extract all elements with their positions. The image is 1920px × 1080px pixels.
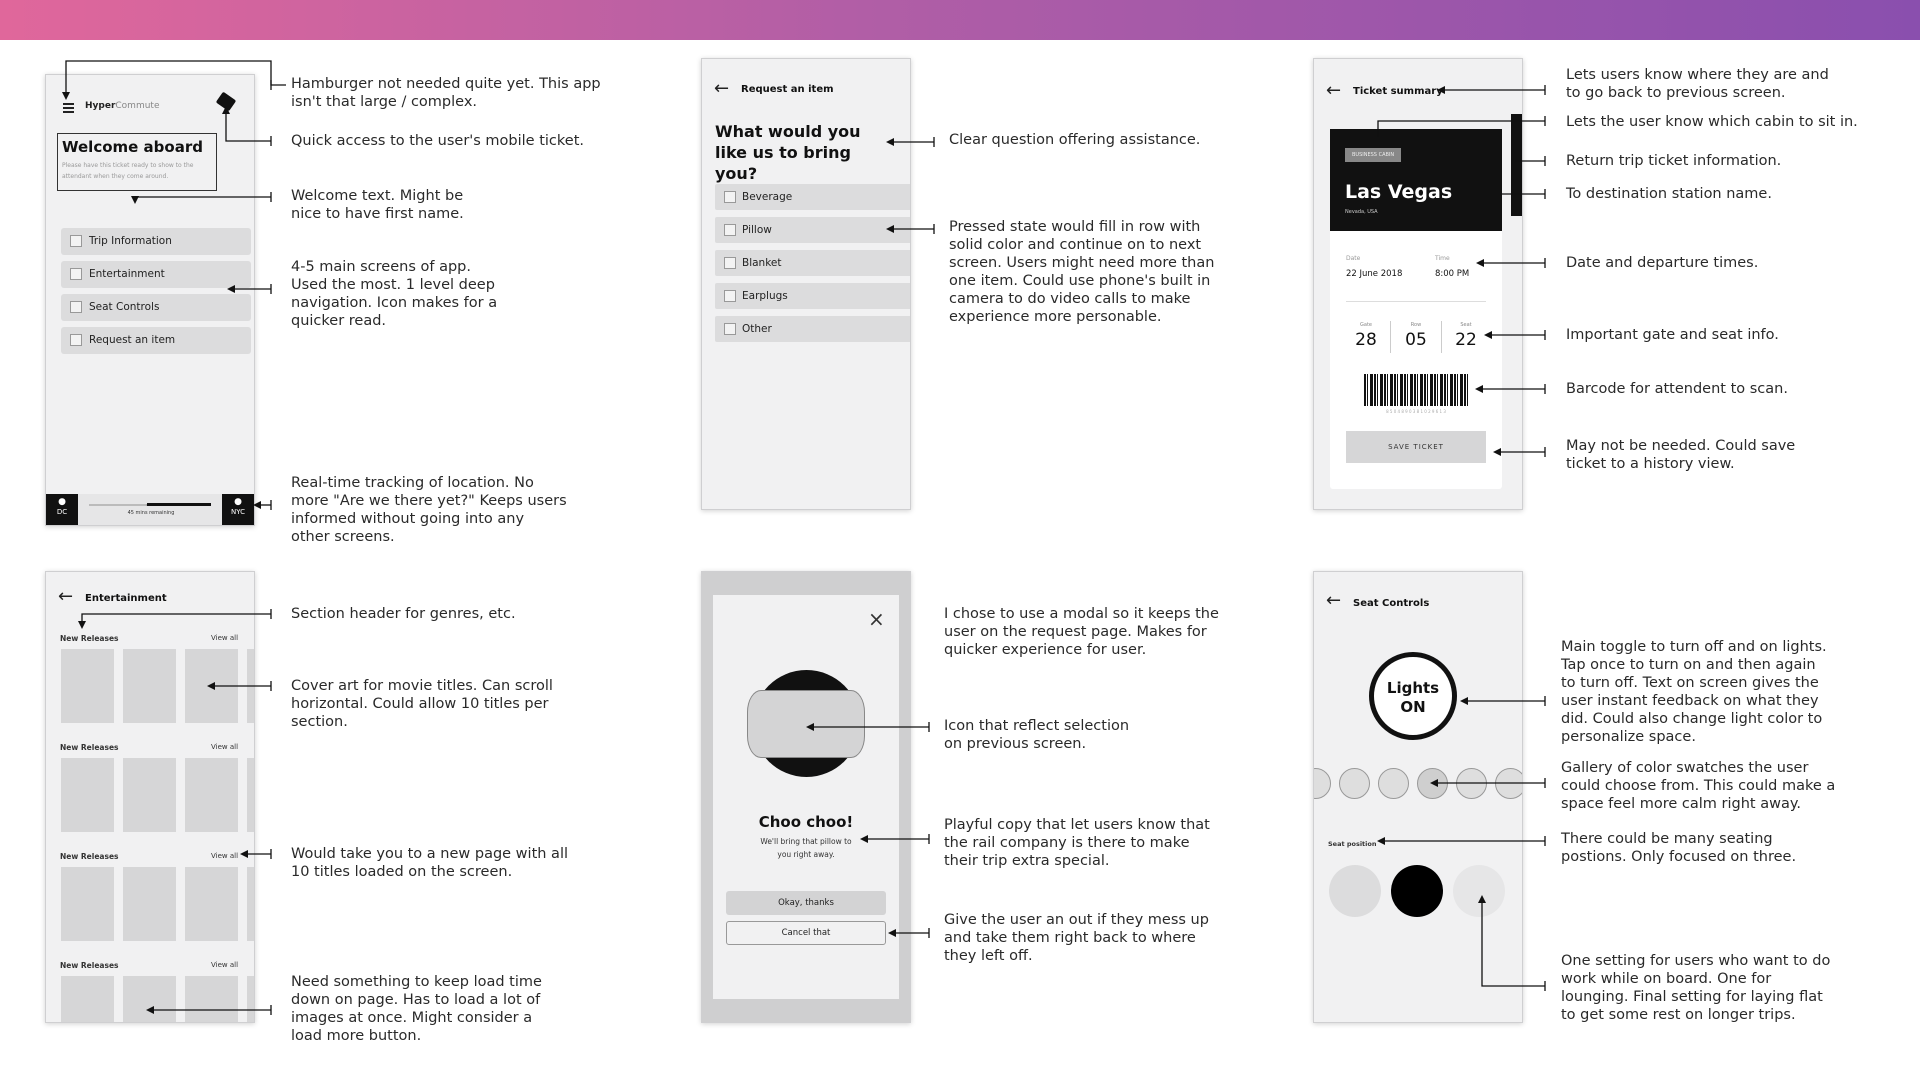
destination-station	[222, 494, 254, 525]
cancel-button[interactable]: Cancel that	[726, 921, 886, 945]
ticket-icon[interactable]	[216, 92, 237, 112]
cover-art[interactable]	[61, 867, 114, 941]
origin-label: DC	[56, 508, 68, 516]
cover-art[interactable]	[185, 649, 238, 723]
welcome-title: Welcome aboard	[62, 138, 203, 156]
pillow-shape	[747, 690, 865, 758]
checkbox-icon	[724, 323, 736, 335]
barcode	[1364, 374, 1468, 406]
request-header: Request an item	[741, 84, 834, 95]
divider	[1346, 301, 1486, 302]
modal-title: Choo choo!	[758, 813, 854, 831]
menu-item-label: Request an item	[89, 334, 176, 346]
date-label: Date	[1346, 255, 1361, 262]
annotation-cover-art: Cover art for movie titles. Can scroll horizontal. Could allow 10 titles per section.	[291, 678, 553, 730]
entertainment-header: Entertainment	[85, 593, 167, 604]
logo-bold: Hyper	[85, 101, 116, 111]
progress-remaining	[147, 503, 211, 506]
lights-toggle[interactable]	[1369, 652, 1457, 740]
view-all-link[interactable]: View all	[211, 852, 239, 860]
annotation-seating: There could be many seating postions. Only focused on three.	[1561, 831, 1797, 865]
seat-position-lounge[interactable]	[1391, 865, 1443, 917]
color-swatch[interactable]	[1456, 768, 1487, 799]
destination-label: NYC	[230, 508, 246, 516]
location-tracker	[46, 494, 254, 525]
back-arrow-icon[interactable]: ←	[1326, 590, 1342, 611]
cover-art[interactable]	[185, 976, 238, 1023]
seat-value: 22	[1455, 330, 1477, 350]
gate-label: Gate	[1360, 322, 1372, 328]
request-item-other[interactable]	[715, 316, 911, 342]
annotation-swatches: Gallery of color swatches the user could choose from. This could make a space feel more calm right away.	[1561, 760, 1836, 812]
welcome-box	[57, 133, 217, 191]
request-item-label: Blanket	[742, 257, 782, 269]
seat-label: Seat	[1460, 322, 1472, 328]
cover-art[interactable]	[123, 649, 176, 723]
confirmation-modal	[713, 595, 899, 999]
time-value: 8:00 PM	[1435, 269, 1470, 279]
progress-fill	[89, 504, 146, 506]
checkbox-icon	[70, 268, 82, 280]
modal-message: We'll bring that pillow to you right away.	[760, 837, 852, 859]
row-label: Row	[1410, 322, 1422, 328]
request-item-blanket[interactable]	[715, 250, 911, 276]
home-screen	[45, 74, 255, 526]
section-title: New Releases	[60, 743, 119, 752]
checkbox-icon	[724, 257, 736, 269]
annotation-destination: To destination station name.	[1566, 186, 1772, 202]
request-screen	[701, 58, 911, 510]
ticket-header: Ticket summary	[1353, 86, 1443, 97]
row-info	[1396, 322, 1436, 350]
stat-divider	[1441, 321, 1442, 353]
annotation-cancel: Give the user an out if they mess up and take them right back to where they left off.	[944, 912, 1209, 964]
destination-city: Las Vegas	[1345, 181, 1453, 203]
seat-controls-screen	[1313, 571, 1523, 1023]
checkbox-icon	[724, 224, 736, 236]
annotation-return: Return trip ticket information.	[1566, 153, 1782, 169]
color-swatch[interactable]	[1378, 768, 1409, 799]
request-item-earplugs[interactable]	[715, 283, 911, 309]
annotation-date-time: Date and departure times.	[1566, 255, 1759, 271]
welcome-subtitle: Please have this ticket ready to show to the attendant when they come around.	[62, 162, 194, 180]
cover-art[interactable]	[185, 758, 238, 832]
annotation-ticket-access: Quick access to the user's mobile ticket.	[291, 133, 584, 149]
request-item-label: Earplugs	[742, 290, 788, 302]
location-pin-icon: ●	[234, 497, 242, 507]
remaining-time: 45 mins remaining	[127, 510, 175, 516]
cover-art[interactable]	[185, 867, 238, 941]
annotation-section-header: Section header for genres, etc.	[291, 606, 516, 622]
row-value: 05	[1405, 330, 1427, 350]
color-swatch[interactable]	[1339, 768, 1370, 799]
annotation-icon: Icon that reflect selection on previous screen.	[944, 718, 1130, 752]
menu-item-seat-controls[interactable]	[61, 294, 251, 321]
request-item-label: Beverage	[742, 191, 793, 203]
color-swatch[interactable]	[1313, 768, 1331, 799]
seat-position-label: Seat position	[1328, 840, 1377, 848]
return-ticket-peek	[1511, 114, 1522, 216]
entertainment-screen	[45, 571, 255, 1023]
destination-state: Nevada, USA	[1345, 209, 1378, 215]
annotation-seat-settings: One setting for users who want to do work while on board. One for lounging. Final setting for laying flat to get some rest on longer trips.	[1561, 953, 1831, 1023]
color-swatch[interactable]	[1495, 768, 1523, 799]
seat-controls-header: Seat Controls	[1353, 598, 1430, 609]
menu-item-request-an-item[interactable]	[61, 327, 251, 354]
cover-art[interactable]	[123, 758, 176, 832]
logo-light: Commute	[115, 101, 160, 111]
cover-art[interactable]	[61, 649, 114, 723]
annotation-question: Clear question offering assistance.	[949, 132, 1201, 148]
menu-item-label: Seat Controls	[89, 301, 160, 313]
lights-label: Lights	[1386, 679, 1440, 697]
cover-art[interactable]	[247, 867, 255, 941]
menu-item-label: Entertainment	[89, 268, 165, 280]
location-pin-icon: ●	[58, 497, 66, 507]
app-logo	[85, 101, 160, 111]
cover-art[interactable]	[61, 976, 114, 1023]
header-gradient-bar	[0, 0, 1920, 40]
annotation-welcome: Welcome text. Might be nice to have first name.	[291, 188, 464, 222]
request-item-label: Other	[742, 323, 772, 335]
save-ticket-button[interactable]: SAVE TICKET	[1346, 431, 1486, 463]
gate-value: 28	[1355, 330, 1377, 350]
checkbox-icon	[70, 235, 82, 247]
cover-art[interactable]	[61, 758, 114, 832]
section-title: New Releases	[60, 634, 119, 643]
view-all-link[interactable]: View all	[211, 743, 239, 751]
progress-track	[89, 504, 211, 506]
origin-station	[46, 494, 78, 525]
stat-divider	[1390, 321, 1391, 353]
annotation-barcode: Barcode for attendent to scan.	[1566, 381, 1788, 397]
color-swatch-selected[interactable]	[1417, 768, 1448, 799]
time-label: Time	[1435, 255, 1450, 262]
back-arrow-icon[interactable]: ←	[714, 78, 730, 99]
section-title: New Releases	[60, 961, 119, 970]
hamburger-menu-icon[interactable]	[63, 103, 74, 113]
request-item-beverage[interactable]	[715, 184, 911, 210]
request-item-pillow[interactable]	[715, 217, 911, 243]
cover-art[interactable]	[247, 758, 255, 832]
annotation-modal: I chose to use a modal so it keeps the user on the request page. Makes for quicker experience for user.	[944, 606, 1219, 658]
modal-screen	[701, 571, 911, 1023]
barcode-number: 8 5 0 4 8 9 0 3 8 1 0 2 9 6 1 3	[1386, 409, 1446, 414]
annotation-cabin: Lets the user know which cabin to sit in.	[1566, 114, 1858, 130]
ticket-screen	[1313, 58, 1523, 510]
menu-item-trip-information[interactable]	[61, 228, 251, 255]
annotation-hamburger: Hamburger not needed quite yet. This app isn't that large / complex.	[291, 76, 601, 110]
section-title: New Releases	[60, 852, 119, 861]
cover-art[interactable]	[247, 976, 255, 1023]
pillow-icon	[753, 670, 860, 777]
date-value: 22 June 2018	[1346, 269, 1403, 279]
checkbox-icon	[70, 301, 82, 313]
okay-thanks-button[interactable]: Okay, thanks	[726, 891, 886, 915]
request-question: What would you like us to bring you?	[715, 122, 861, 183]
annotation-gate-seat: Important gate and seat info.	[1566, 327, 1779, 343]
request-item-label: Pillow	[742, 224, 772, 236]
seat-position-flat[interactable]	[1453, 865, 1505, 917]
cover-art[interactable]	[247, 649, 255, 723]
back-arrow-icon[interactable]: ←	[1326, 80, 1342, 101]
annotation-load-time: Need something to keep load time down on page. Has to load a lot of images at once. Might consider a load more button.	[291, 974, 542, 1044]
annotation-save: May not be needed. Could save ticket to a history view.	[1566, 438, 1796, 472]
close-icon[interactable]: ×	[868, 607, 885, 631]
annotation-pressed-state: Pressed state would fill in row with solid color and continue on to next screen. Users might need more than one item. Could use phone's built in camera to do video calls to make experience more personable.	[949, 219, 1215, 325]
annotation-back: Lets users know where they are and to go back to previous screen.	[1566, 67, 1829, 101]
view-all-link[interactable]: View all	[211, 961, 239, 969]
annotation-playful-copy: Playful copy that let users know that the rail company is there to make their trip extra special.	[944, 817, 1210, 869]
back-arrow-icon[interactable]: ←	[58, 586, 74, 607]
annotation-lights: Main toggle to turn off and on lights. Tap once to turn on and then again to turn off. Text on screen gives the user instant feedback on what they did. Could also change light color to personalize space.	[1561, 639, 1827, 745]
seat-info	[1446, 322, 1486, 350]
menu-item-entertainment[interactable]	[61, 261, 251, 288]
annotation-tracking: Real-time tracking of location. No more "Are we there yet?" Keeps users informed without going into any other screens.	[291, 475, 567, 545]
view-all-link[interactable]: View all	[211, 634, 239, 642]
checkbox-icon	[724, 290, 736, 302]
checkbox-icon	[724, 191, 736, 203]
destination-banner	[1330, 129, 1502, 231]
seat-position-work[interactable]	[1329, 865, 1381, 917]
annotation-main-screens: 4-5 main screens of app. Used the most. 1 level deep navigation. Icon makes for a quicker read.	[291, 259, 498, 329]
annotation-view-all: Would take you to a new page with all 10 titles loaded on the screen.	[291, 846, 569, 880]
gate-info	[1346, 322, 1386, 350]
cover-art[interactable]	[123, 976, 176, 1023]
checkbox-icon	[70, 334, 82, 346]
cabin-badge: BUSINESS CABIN	[1345, 148, 1401, 162]
cover-art[interactable]	[123, 867, 176, 941]
menu-item-label: Trip Information	[89, 235, 172, 247]
ticket-card	[1330, 129, 1502, 489]
lights-state: ON	[1400, 698, 1426, 716]
